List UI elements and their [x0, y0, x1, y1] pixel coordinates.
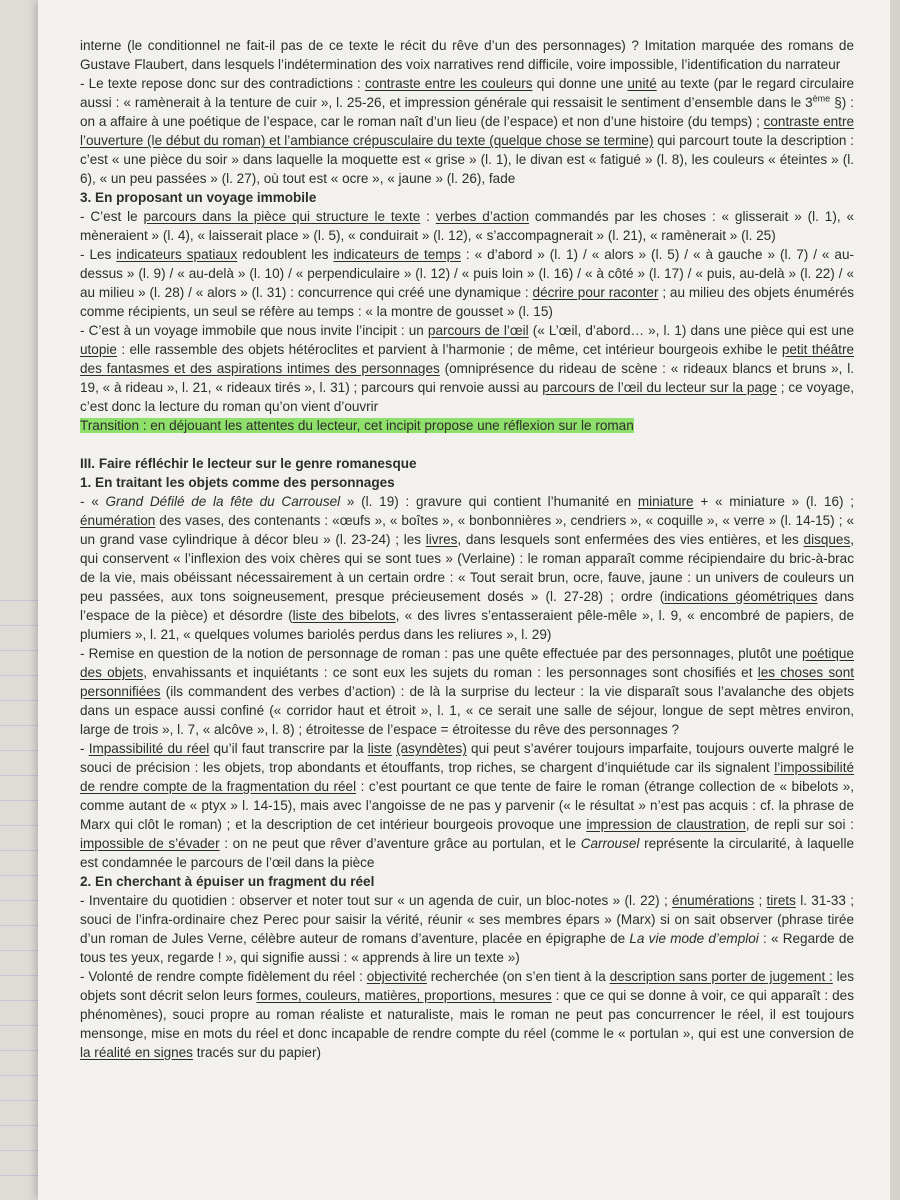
text: qu’il faut transcrire par la — [209, 741, 368, 756]
underlined-text: contraste entre l’ouverture (le début du roman) et l’ambiance crépusculaire du texte (quelque chose se termine) — [80, 114, 854, 148]
text: - Les — [80, 247, 117, 262]
paragraph-inventaire — [80, 891, 854, 967]
text: dans l’espace de la pièce) et désordre ( — [80, 589, 855, 623]
underlined-text: contraste entre les couleurs — [364, 76, 533, 91]
italic-title: Grand Défilé de la fête du Carrousel — [105, 494, 341, 509]
underlined-text: Impassibilité du réel — [88, 741, 210, 756]
underlined-text: formes, couleurs, matières, proportions, mesures — [256, 988, 552, 1003]
underlined-text: petit théâtre des fantasmes et des aspirations intimes des personnages — [80, 342, 854, 376]
text: les objets sont décrit selon leurs — [80, 969, 854, 1003]
underlined-text: liste des bibelots — [292, 608, 396, 623]
transition-line — [80, 416, 854, 435]
text: : c’est pourtant ce que tente de faire le roman (étrange collection de « bibelots », comme autant de « ptyx » l. 14-15), mais avec l’angoisse de ne pas y parvenir (« le résultat » n’est pas acquis : cf. la phrase de Marx qui clôt le roman) ; et la description de cet intérieur bourgeois provoque une — [80, 779, 855, 832]
document-page — [38, 0, 900, 1200]
underlined-text: l’impossibilité de rendre compte de la fragmentation du réel — [80, 760, 854, 794]
text: - C’est le — [80, 209, 144, 224]
underlined-text: la réalité en signes — [80, 1045, 193, 1060]
superscript: ème — [812, 93, 831, 104]
paragraph-indicateurs — [80, 245, 854, 321]
text: recherchée (on s’en tient à la — [426, 969, 610, 984]
text: redoublent les — [237, 247, 334, 262]
underlined-text: indicateurs spatiaux — [116, 247, 238, 262]
underlined-text: parcours de l’œil du lecteur sur la page — [542, 380, 777, 395]
underlined-text: indications géométriques — [664, 589, 818, 604]
part-heading-3: III. Faire réfléchir le lecteur sur le genre romanesque — [80, 456, 417, 471]
text: commandés par les choses : « glisserait » (l. 1), « mèneraient » (l. 4), « laisserait place » (l. 5), « conduirait » (l. 12), « s’accompagnerait » (l. 21), « ramènerait » (l. 25) — [80, 209, 854, 243]
text: , « des livres s’entasseraient pêle-mêle », l. 9, « encombré de papiers, de plumiers », l. 21, « quelques volumes bariolés perdus dans les reliures », l. 29) — [80, 608, 855, 642]
paragraph-objectivite — [80, 967, 854, 1062]
underlined-text: énumération — [80, 513, 156, 528]
underlined-text: liste — [367, 741, 392, 756]
underlined-text: parcours dans la pièce qui structure le texte — [143, 209, 421, 224]
text: - Remise en question de la notion de personnage de roman : pas une quête effectuée par des personnages, plutôt une — [80, 646, 803, 661]
text: - — [80, 741, 89, 756]
underlined-text: parcours de l’œil — [427, 323, 529, 338]
text: , de repli sur soi : — [745, 817, 854, 832]
underlined-text: (asyndètes) — [396, 741, 467, 756]
underlined-text: décrire pour raconter — [532, 285, 659, 300]
paragraph-personnage — [80, 644, 854, 739]
text: : « Regarde de tous tes yeux, regarde ! », qui signifie aussi : « apprends à lire un texte ») — [80, 931, 854, 965]
text: : « d’abord » (l. 1) / « alors » (l. 5) / « à gauche » (l. 7) / « au-dessus » (l. 9) / « au-delà » (l. 10) / « perpendiculaire » (l. 12) / « puis loin » (l. 16) / « à côté » (l. 17) / « puis, au-delà » (l. 22) / « au milieu » (l. 28) / « alors » (l. 31) : concurrence qui créé une dynamique : — [80, 247, 855, 300]
text: (ils commandent des verbes d’action) : de là la surprise du lecteur : la vie disparaît sous l’avalanche des objets dans un espace aussi confiné (« corridor haut et étroit », l. 1, « ce serait une salle de séjour, longue de sept mètres environ, large de trois », l. 7, « alcôve », l. 8) ; étroitesse de l’espace = étroitesse du rêve des personnages ? — [80, 684, 854, 737]
text: » (l. 19) : gravure qui contient l’humanité en — [340, 494, 638, 509]
text: au texte (par le regard circulaire aussi : « ramènerait à la tenture de cuir », l. 25-26, et impression générale qui ressaisit le sentiment d’ensemble dans le 3 — [80, 76, 854, 110]
highlighted-transition: Transition : en déjouant les attentes du lecteur, cet incipit propose une réflexion sur le roman — [80, 418, 634, 433]
underlined-text: impossible de s’évader — [80, 836, 220, 851]
section-heading-1: 1. En traitant les objets comme des personnages — [80, 475, 395, 490]
underlined-text: unité — [627, 76, 657, 91]
paragraph-voyage-immobile — [80, 321, 854, 416]
section-heading-2: 2. En cherchant à épuiser un fragment du réel — [80, 874, 375, 889]
paragraph-impassibilite — [80, 739, 854, 872]
text: ; au milieu des objets énumérés comme récipients, un seul se réfère au temps : « la montre de gousset » (l. 15) — [80, 285, 854, 319]
text: des vases, des contenants : «œufs », « boîtes », « bonbonnières », cendriers », « coquille », « verre » (l. 14-15) ; « un grand vase cylindrique à décor bleu » (l. 23-24) ; les — [80, 513, 854, 547]
text: : on ne peut que rêver d’aventure grâce au portulan, et le — [219, 836, 581, 851]
text: tracés sur du papier) — [192, 1045, 321, 1060]
italic-title: Carrousel — [580, 836, 640, 851]
text: représente la circularité, à laquelle est condamnée le parcours de l’œil dans la pièce — [80, 836, 854, 870]
text: ; — [754, 893, 767, 908]
underlined-text: disques — [803, 532, 851, 547]
underlined-text: description sans porter de jugement : — [609, 969, 833, 984]
underlined-text: les choses sont personnifiées — [80, 665, 854, 699]
underlined-text: indicateurs de temps — [333, 247, 461, 262]
text: qui peut s’avérer toujours imparfaite, toujours ouverte malgré le souci de précision : les objets, trop abondants et étouffants, trop riches, se chargent d’inquiétude car ils signalent — [80, 741, 854, 775]
text: (« L’œil, d’abord… », l. 1) dans une pièce qui est une — [528, 323, 854, 338]
text: : que ce qui se donne à voir, ce qui apparaît : des phénomènes), souci propre au roman réaliste et naturaliste, mais le roman ne peut pas concurrencer le réel, il est toujours mensonge, mise en mots du réel et donc incapable de rendre compte du réel (comme le « portulan », qui est une conversion de — [80, 988, 854, 1041]
section-heading-3: 3. En proposant un voyage immobile — [80, 190, 317, 205]
underlined-text: poétique des objets — [80, 646, 854, 680]
text: : elle rassemble des objets hétéroclites et parvient à l’harmonie ; de même, cet intérieur bourgeois exhibe le — [116, 342, 782, 357]
underlined-text: livres — [425, 532, 458, 547]
text: : — [420, 209, 436, 224]
paragraph-intro: interne (le conditionnel ne fait-il pas de ce texte le récit du rêve d’un des personnages) ? Imitation marquée des romans de Gustave Flaubert, dans lesquels l’indétermination des voix narratives rend difficile, voire impossible, l’identification du narrateur — [80, 38, 854, 72]
underlined-text: miniature — [637, 494, 694, 509]
underlined-text: impression de claustration — [586, 817, 746, 832]
paragraph-parcours — [80, 207, 854, 245]
text: §) : on a affaire à une poétique de l’espace, car le roman naît d’un lieu (de l’espace) et non d’une histoire (du temps) ; — [80, 95, 855, 129]
document-body — [80, 36, 854, 1062]
paragraph-contradictions — [80, 74, 854, 188]
text: , qui conservent « l’inflexion des voix chères qui se sont tues » (Verlaine) : le roman apparaît comme récipiendaire du bric-à-brac de la vie, mais obéissant nécessairement à un certain ordre : « Tout serait brun, ocre, fauve, jaune : un univers de couleurs un peu passées, aux tons soigneusement, presque précieusement dosés » (l. 27-28) ; ordre ( — [80, 532, 854, 604]
text: - C’est à un voyage immobile que nous invite l’incipit : un — [80, 323, 428, 338]
text: - Volonté de rendre compte fidèlement du réel : — [80, 969, 367, 984]
paragraph-gap — [80, 435, 854, 454]
text: l. 31-33 ; souci de l’infra-ordinaire chez Perec pour saisir la vérité, réunir « ses membres épars » (Marx) si on sait observer (phrase tirée d’un roman de Jules Verne, célèbre auteur de romans d’aventure, placée en épigraphe de — [80, 893, 854, 946]
underlined-text: tirets — [766, 893, 796, 908]
text: , envahissants et inquiétants : ce sont eux les sujets du roman : les personnages sont chosifiés et — [143, 665, 758, 680]
page-edge — [890, 0, 900, 1200]
text: - « — [80, 494, 106, 509]
text: + « miniature » (l. 16) ; — [693, 494, 855, 509]
underlined-text: verbes d’action — [435, 209, 529, 224]
text: - Le texte repose donc sur des contradictions : — [80, 76, 365, 91]
text: - Inventaire du quotidien : observer et noter tout sur « un agenda de cuir, un bloc-notes » (l. 22) ; — [80, 893, 673, 908]
text: (omniprésence du rideau de scène : « rideaux blancs et bruns », l. 19, « à rideau », l. 21, « rideaux tirés », l. 31) ; parcours qui renvoie aussi au — [80, 361, 855, 395]
text: ; ce voyage, c’est donc la lecture du roman qu’on vient d’ouvrir — [80, 380, 855, 414]
underlined-text: objectivité — [366, 969, 427, 984]
text: qui donne une — [532, 76, 628, 91]
text: , dans lesquels sont enfermées des vies entières, et les — [457, 532, 804, 547]
underlined-text: énumérations — [672, 893, 755, 908]
text: qui parcourt toute la description : c’est « une pièce du soir » dans laquelle la moquette est « grise » (l. 1), le divan est « fatigué » (l. 8), les couleurs « éteintes » (l. 6), « un peu passées » (l. 27), où tout est « ocre », « jaune » (l. 26), fade — [80, 133, 854, 186]
paragraph-objets — [80, 492, 854, 644]
italic-title: La vie mode d’emploi — [629, 931, 759, 946]
underlined-text: utopie — [80, 342, 117, 357]
